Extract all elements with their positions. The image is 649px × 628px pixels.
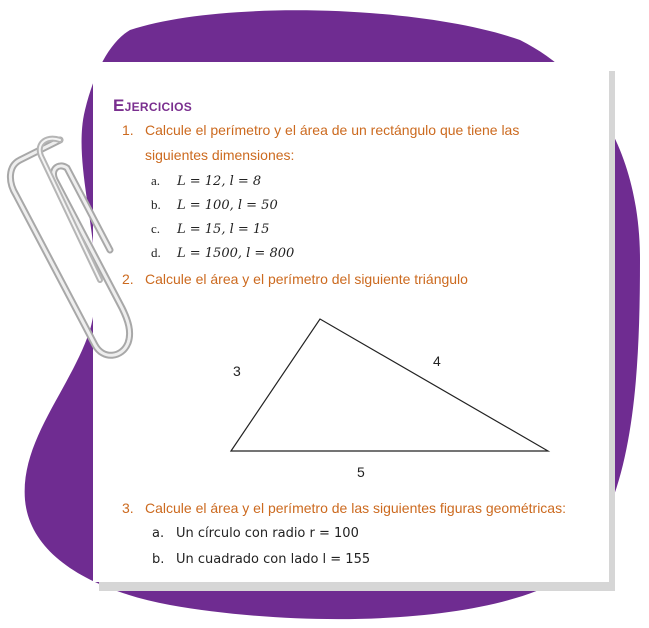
list-item: a. Un círculo con radio r = 100 (152, 526, 359, 541)
list-item: a. L = 12, l = 8 (151, 173, 262, 189)
question-3-text: Calcule el área y el perímetro de las siguientes figuras geométricas: (145, 500, 566, 516)
question-2-number: 2. (122, 271, 134, 287)
question-3-number: 3. (122, 500, 134, 516)
triangle-side-bottom-label: 5 (357, 464, 365, 480)
list-item: d. L = 1500, l = 800 (151, 245, 295, 261)
list-item: c. L = 15, l = 15 (151, 221, 270, 237)
triangle-side-right-label: 4 (433, 353, 441, 369)
question-1-text-line2: siguientes dimensiones: (145, 147, 295, 163)
list-item: b. Un cuadrado con lado l = 155 (152, 552, 371, 567)
question-2-text: Calcule el área y el perímetro del siguiente triángulo (145, 271, 468, 287)
list-item: b. L = 100, l = 50 (151, 197, 278, 213)
triangle-side-left-label: 3 (233, 363, 241, 379)
question-1-text-line1: Calcule el perímetro y el área de un rectángulo que tiene las (145, 122, 520, 138)
question-number: 1. (122, 122, 134, 138)
page-title: Ejercicios (113, 96, 193, 115)
